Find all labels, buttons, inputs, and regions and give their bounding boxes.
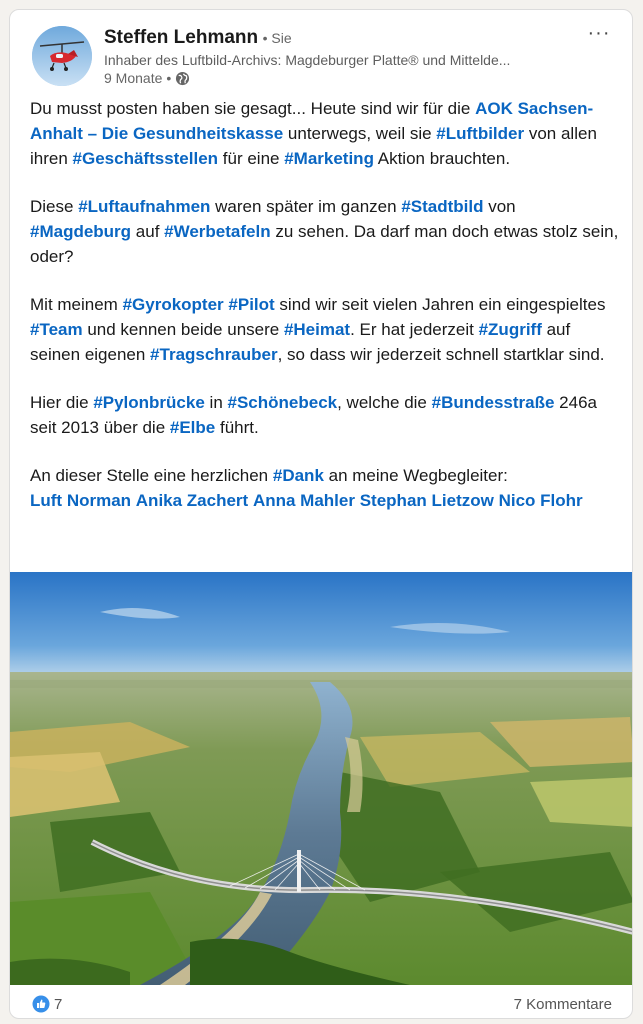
hashtag-link[interactable]: #Luftaufnahmen [78,197,211,216]
post-time: 9 Monate [104,70,163,86]
text-run: zu sehen. Da darf man doch etwas stolz sein, oder? [30,222,619,266]
mention-link[interactable]: Anna Mahler [252,491,355,510]
meta-separator: • [166,70,172,86]
more-options-button[interactable]: ··· [587,22,611,44]
text-run: an meine Wegbegleiter: [323,466,508,485]
author-name[interactable]: Steffen Lehmann [104,27,259,48]
text-run: Mit meinem [30,295,123,314]
hashtag-link[interactable]: #Zugriff [478,320,542,339]
text-run: auf seinen eigenen [30,320,571,364]
reaction-count: 7 [54,995,63,1013]
globe-icon [175,71,190,86]
text-run: in [204,393,228,412]
author-headline: Inhaber des Luftbild-Archivs: Magdeburger Platte® und Mittelde... [104,52,511,68]
paragraph-2 [30,194,620,269]
hashtag-link[interactable]: #Werbetafeln [164,222,271,241]
hashtag-link[interactable]: #Luftbilder [436,124,525,143]
author-relation: • Sie [262,30,292,46]
text-run: von [483,197,516,216]
hashtag-link[interactable]: #Stadtbild [401,197,484,216]
text-run: unterwegs, weil sie [283,124,437,143]
hashtag-link[interactable]: #Heimat [283,320,351,339]
comments-count-link[interactable]: 7 Kommentare [513,996,612,1013]
mention-link[interactable]: Nico Flohr [498,491,583,510]
text-run: und kennen beide unsere [82,320,284,339]
gyrocopter-avatar-icon [32,26,92,86]
hashtag-link[interactable]: #Magdeburg [30,222,132,241]
text-run: führt. [215,418,259,437]
hashtag-link[interactable]: #Dank [272,466,324,485]
hashtag-link[interactable]: #Bundesstraße [431,393,555,412]
text-run: Diese [30,197,79,216]
hashtag-link[interactable]: #Gyrokopter [122,295,224,314]
hashtag-link[interactable]: #Schönebeck [227,393,338,412]
author-avatar[interactable] [32,26,92,86]
aerial-photo-elbe-pylon-bridge [10,572,633,985]
post-card [9,9,633,1019]
hashtag-link[interactable]: #Pylonbrücke [93,393,205,412]
text-run: . Er hat jederzeit [350,320,479,339]
text-run: waren später im ganzen [210,197,402,216]
paragraph-5 [30,463,620,513]
reactions-summary[interactable] [32,995,62,1013]
text-run: , so dass wir jederzeit schnell startklar sind. [277,345,605,364]
post-footer [10,985,632,1019]
text-run: auf [131,222,165,241]
hashtag-link[interactable]: #Team [30,320,83,339]
paragraph-4 [30,390,620,440]
author-line [104,27,292,49]
company-link[interactable]: AOK Sachsen-Anhalt – Die Gesundheitskasse [30,99,594,143]
mention-link[interactable]: Anika Zachert [135,491,249,510]
hashtag-link[interactable]: #Geschäftsstellen [72,149,219,168]
text-run: von allen ihren [30,124,597,168]
text-run: An dieser Stelle eine herzlichen [30,466,273,485]
post-meta [104,70,190,86]
post-image[interactable] [10,572,633,985]
text-run: Du musst posten haben sie gesagt... Heute sind wir für die [30,99,476,118]
hashtag-link[interactable]: #Tragschrauber [150,345,278,364]
text-run: Hier die [30,393,94,412]
like-icon [32,995,50,1013]
hashtag-link[interactable]: #Pilot [228,295,275,314]
paragraph-1 [30,96,620,171]
paragraph-3 [30,292,620,367]
text-run: sind wir seit vielen Jahren ein eingespieltes [274,295,606,314]
mention-link[interactable]: Luft Norman [30,491,132,510]
post-text [30,96,620,513]
text-run: 246a seit 2013 über die [30,393,597,437]
post-header [10,10,632,100]
text-run: Aktion brauchten. [373,149,511,168]
text-run: für eine [218,149,285,168]
hashtag-link[interactable]: #Marketing [284,149,374,168]
text-run: , welche die [337,393,432,412]
mention-link[interactable]: Stephan Lietzow [359,491,494,510]
hashtag-link[interactable]: #Elbe [169,418,216,437]
